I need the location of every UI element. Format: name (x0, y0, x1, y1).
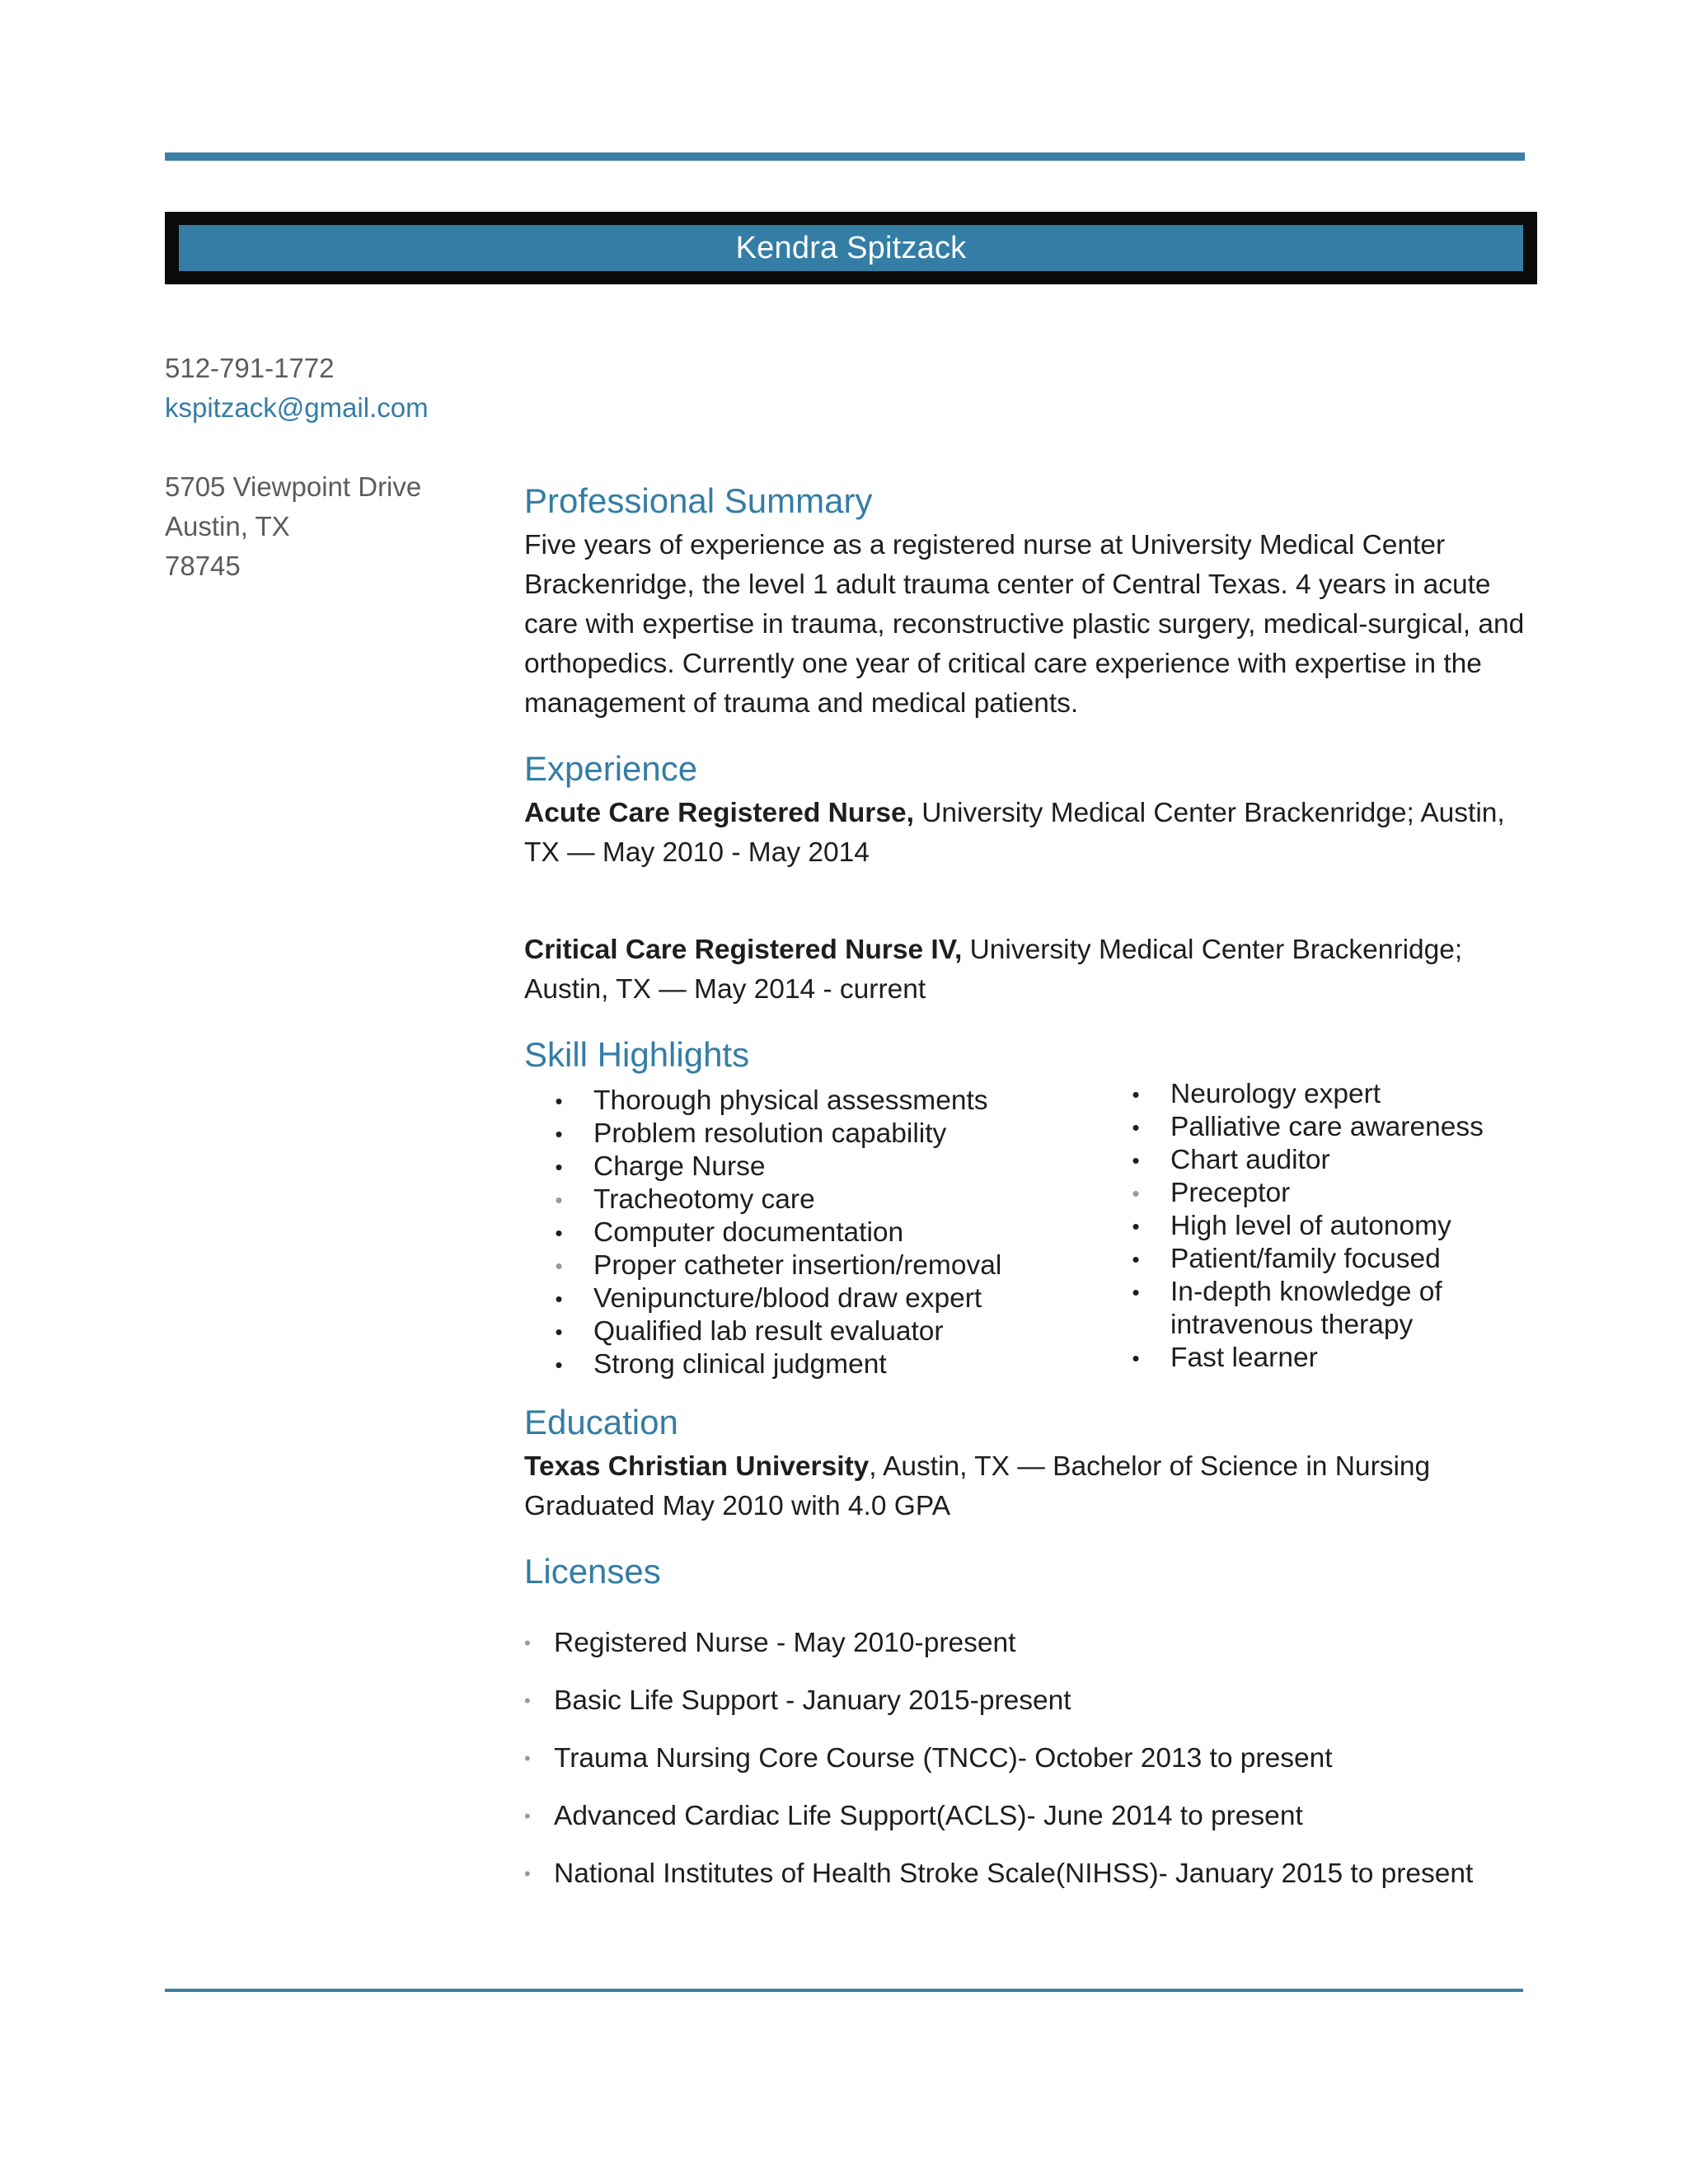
bullet-icon: • (555, 1221, 563, 1245)
name-banner (165, 212, 1537, 284)
bullet-icon: • (555, 1188, 563, 1212)
email-link[interactable]: kspitzack@gmail.com (165, 392, 429, 423)
skills-grid (524, 1078, 1530, 1381)
skill-text: Charge Nurse (593, 1151, 766, 1182)
skills-heading: Skill Highlights (524, 1035, 750, 1074)
skill-item (1101, 1078, 1530, 1111)
address-street: 5705 Viewpoint Drive (165, 471, 422, 502)
phone-number: 512-791-1772 (165, 353, 335, 383)
skill-item (524, 1348, 1101, 1381)
bullet-icon: • (1132, 1247, 1140, 1272)
bottom-divider (165, 1989, 1523, 1992)
experience-heading: Experience (524, 749, 698, 788)
skill-text: Chart auditor (1170, 1145, 1330, 1175)
skill-text: Palliative care awareness (1170, 1112, 1484, 1142)
license-text: Advanced Cardiac Life Support(ACLS)- June 2014 to present (554, 1801, 1303, 1831)
bullet-icon: • (555, 1352, 563, 1377)
bullet-icon: • (1132, 1214, 1140, 1239)
job-role: Critical Care Registered Nurse IV, (524, 935, 963, 965)
job-role: Acute Care Registered Nurse, (524, 798, 914, 828)
skill-item (524, 1151, 1101, 1183)
address-zip: 78745 (165, 551, 241, 581)
job-entry (524, 794, 1530, 873)
skill-text: Qualified lab result evaluator (593, 1316, 944, 1347)
license-item (524, 1672, 1530, 1730)
address-city: Austin, TX (165, 511, 290, 541)
skill-text: Preceptor (1170, 1178, 1291, 1208)
skill-text: Computer documentation (593, 1217, 904, 1248)
bullet-icon: • (555, 1254, 563, 1278)
skill-item (1101, 1342, 1530, 1375)
top-divider (165, 152, 1525, 161)
skill-text: Proper catheter insertion/removal (593, 1250, 1002, 1281)
job-entry (524, 930, 1530, 1010)
bullet-icon: • (1132, 1280, 1140, 1305)
education-entry (524, 1447, 1530, 1487)
candidate-name: Kendra Spitzack (735, 230, 967, 265)
skill-item (1101, 1276, 1530, 1342)
skill-item (1101, 1243, 1530, 1276)
bullet-icon: • (524, 1633, 531, 1653)
skill-text: Fast learner (1170, 1343, 1318, 1373)
bullet-icon: • (555, 1286, 563, 1311)
skills-list-left (524, 1085, 1101, 1381)
bullet-icon: • (1132, 1148, 1140, 1173)
skill-item (1101, 1177, 1530, 1210)
license-item (524, 1788, 1530, 1845)
skill-text: Strong clinical judgment (593, 1349, 887, 1380)
skill-text: Venipuncture/blood draw expert (593, 1283, 982, 1314)
license-text: National Institutes of Health Stroke Scale(NIHSS)- January 2015 to present (554, 1858, 1474, 1889)
skill-item (524, 1216, 1101, 1249)
license-item (524, 1730, 1530, 1788)
skill-item (1101, 1210, 1530, 1243)
skill-text: Neurology expert (1170, 1079, 1381, 1109)
bullet-icon: • (524, 1748, 531, 1769)
bullet-icon: • (555, 1319, 563, 1344)
job-detail: University Medical Center Brackenridge; Austin, TX — May 2010 - May 2014 (524, 798, 1505, 868)
bullet-icon: • (555, 1089, 563, 1113)
license-text: Basic Life Support - January 2015-present (554, 1685, 1071, 1716)
skill-item (524, 1183, 1101, 1216)
skill-item (524, 1282, 1101, 1315)
summary-text: Five years of experience as a registered nurse at University Medical Center Brackenridge, the level 1 adult trauma center of Central Texas. 4 years in acute care with expertise in trauma, reconstructive plastic surgery, medical-surgical, and orthopedics. Currently one year of critical care experience with expertise in the management of trauma and medical patients. (524, 530, 1525, 719)
skill-item (1101, 1111, 1530, 1144)
skill-item (524, 1315, 1101, 1348)
school-name: Texas Christian University (524, 1451, 870, 1482)
skills-list-right (1101, 1078, 1530, 1381)
contact-column (165, 349, 462, 586)
skill-item (524, 1118, 1101, 1151)
skill-text: Thorough physical assessments (593, 1085, 988, 1116)
bullet-icon: • (1132, 1115, 1140, 1140)
skill-item (524, 1085, 1101, 1118)
skill-text: High level of autonomy (1170, 1211, 1451, 1241)
bullet-icon: • (524, 1806, 531, 1826)
skill-text: Problem resolution capability (593, 1118, 947, 1149)
skill-item (524, 1249, 1101, 1282)
skill-text: Tracheotomy care (593, 1184, 815, 1215)
licenses-list (524, 1615, 1530, 1903)
bullet-icon: • (555, 1155, 563, 1179)
job-detail: University Medical Center Brackenridge; Austin, TX — May 2014 - current (524, 935, 1463, 1005)
education-heading: Education (524, 1403, 678, 1441)
name-bar (179, 225, 1523, 271)
skill-text: In-depth knowledge of intravenous therapy (1170, 1277, 1442, 1340)
license-text: Trauma Nursing Core Course (TNCC)- October 2013 to present (554, 1743, 1333, 1774)
license-text: Registered Nurse - May 2010-present (554, 1628, 1016, 1658)
licenses-heading: Licenses (524, 1552, 661, 1591)
bullet-icon: • (1132, 1181, 1140, 1206)
license-item (524, 1845, 1530, 1903)
bullet-icon: • (555, 1122, 563, 1146)
degree-detail: , Austin, TX — Bachelor of Science in Nursing (869, 1451, 1431, 1482)
main-column (524, 476, 1530, 1903)
summary-heading: Professional Summary (524, 481, 873, 520)
bullet-icon: • (524, 1863, 531, 1884)
license-item (524, 1615, 1530, 1672)
bullet-icon: • (1132, 1346, 1140, 1371)
bullet-icon: • (524, 1690, 531, 1711)
skill-text: Patient/family focused (1170, 1244, 1441, 1274)
bullet-icon: • (1132, 1082, 1140, 1107)
spacer (165, 428, 462, 467)
skill-item (1101, 1144, 1530, 1177)
graduation-note: Graduated May 2010 with 4.0 GPA (524, 1491, 951, 1521)
